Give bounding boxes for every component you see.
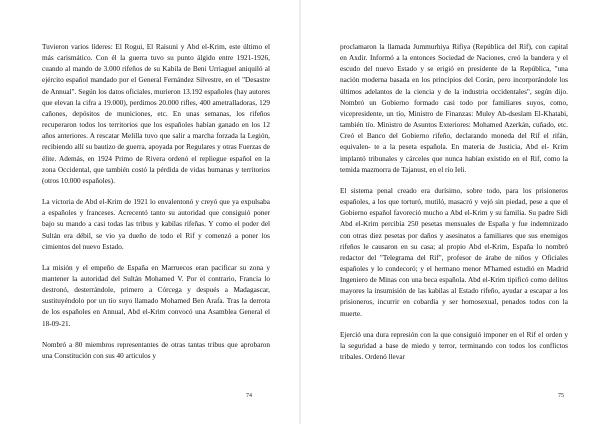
paragraph: Ejerció una dura represión con la que consiguió imponer en el Rif el orden y la seguridad a base de miedo y terror, terminando con todos los conflictos tribales. Ordenó llevar [340,330,568,362]
paragraph: Nombró a 80 miembros representantes de otras tantas tribus que aprobaron una Constitución con sus 40 artículos y [42,340,270,360]
right-page [300,0,600,424]
page-number: 75 [558,393,564,399]
paragraph: Tuvieron varios líderes: El Rogui, El Raisuni y Abd el-Krim, este último el más carismático. Con él la guerra tuvo su punto álgido entre 1921-1926, cuando al mando de 3.000 rifeños de su Kabila de Beni Urriaguel aniquiló al ejército español mandado por el General Fernández Silvestre, en el "Desastre de Annual". Según los datos oficiales, murieron 13.192 españoles (hay autores que elevan la cifra a 19.000), perdimos 20.000 rifles, 400 ametralladoras, 129 cañones, depósitos de municiones, etc. En unas semanas, los rifeños recuperaron todos los territorios que los españoles habían ganado en los 12 años anteriores. A rescatar Melilla tuvo que salir a marcha forzada la Legión, recibiendo allí su bautizo de guerra, apoyada por Regulares y otras Fuerzas de élite. Además, en 1924 Primo de Rivera ordenó el repliegue español en la zona Occidental, que también costó la pérdida de vidas humanas y territorios (otros 10.000 españoles). [42,43,270,185]
paragraph: La victoria de Abd el-Krim de 1921 lo envalentonó y creyó que ya expulsaba a españoles y franceses. Acrecentó tanto su autoridad que consiguió poner bajo su mando a casi todas las tribus y kabilas rifeñas. Y como el poder del Sultán era débil, se vio ya dueño de todo el Rif y comenzó a poner los cimientos del nuevo Estado. [42,198,270,251]
left-page-text-column [42,42,270,372]
paragraph: El sistema penal creado era durísimo, sobre todo, para los prisioneros españoles, a los que torturó, mutiló, masacró y vejó sin piedad, pese a que el Gobierno español favoreció mucho a Abd el-Krim y su familia. Su padre Sidi Abd el-Krim percibía 250 pesetas mensuales de España y fue indemnizado con otras diez pesetas por daños y asesinatos a familiares que sus enemigos rifeños le causaron en su casa; al propio Abd el-Krim, España lo nombró redactor del "Telegrama del Rif", profesor de árabe de niños y Oficiales españoles y lo condecoró; y el hermano menor M'hamed estudió en Madrid Ingeniero de Minas con una beca española. Abd el-Krim tipificó como delitos mayores la insumisión de las kabilas al Estado rifeño, ayudar a escapar a los prisioneros, incurrir en cobardía y ser homosexual, penados todos con la muerte. [340,186,568,318]
right-page-text-column [340,42,568,373]
paragraph: La misión y el empeño de España en Marruecos eran pacificar su zona y mantener la autoridad del Sultán Mohamed V. Por el contrario, Francia lo destronó, desterrándole, primero a Córcega y después a Madagascar, sustituyéndolo por un tío suyo llamado Mohamed Ben Arafa. Tras la derrota de los españoles en Annual, Abd el-Krim convocó una Asamblea General el 18-09-21. [42,263,270,328]
page-number: 74 [246,393,252,399]
paragraph: proclamaron la llamada Jummurhiya Rifiya (República del Rif), con capital en Axdir. Informó a la entonces Sociedad de Naciones, creó la bandera y el escudo del nuevo Estado y se erigió en presidente de la República, "una nación moderna basada en los principios del Corán, pero incorporándole los últimos adelantos de la ciencia y de la industria occidentales", según dijo. Nombró un Gobierno formado casi todo por familiares suyos, como, vicepresidente, un tío, Ministro de Finanzas: Muley Ab-dseslam El-Khatabi, también tío. Ministro de Asuntos Exteriores: Mohamed Azerkán, cuñado, etc. Creó el Banco del Gobierno rifeño, declarando moneda del Rif el rifán, equivalen- te a la peseta española. En materia de Justicia, Abd el- Krim implantó tribunales y cárceles que nunca habían existido en el Rif, como la temida mazmorra de Tajanust, en el río Ieli. [340,43,568,174]
